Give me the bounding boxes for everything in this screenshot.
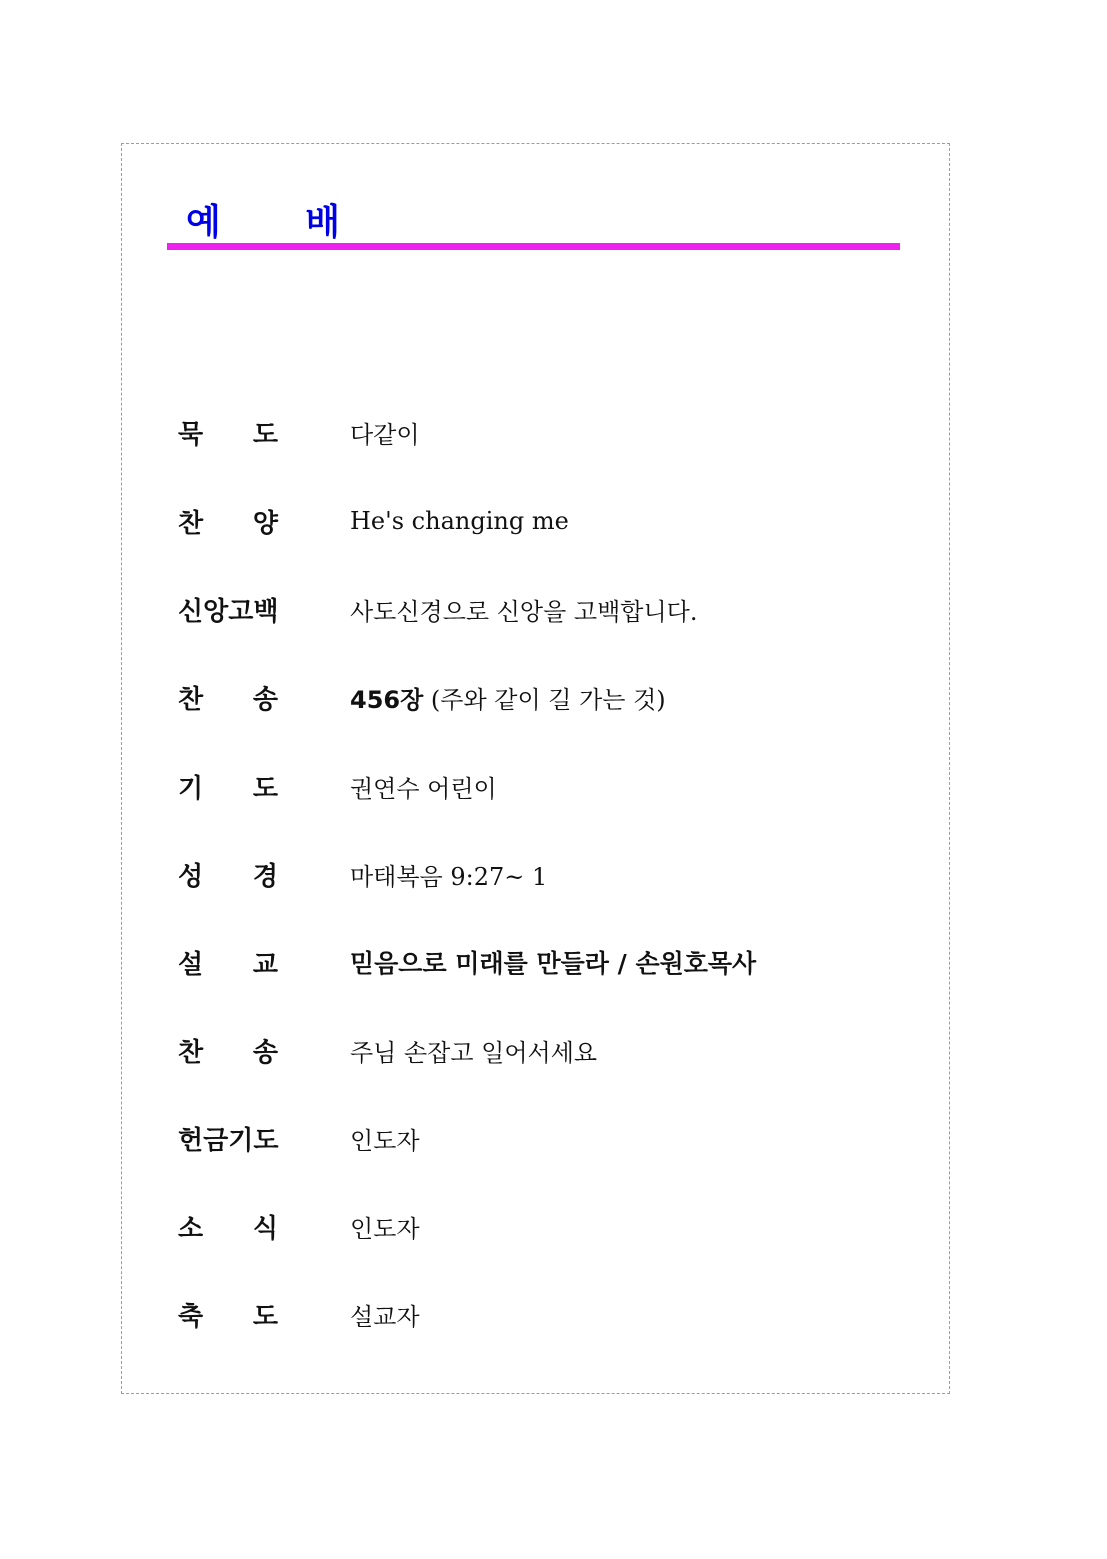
order-label-char: 설: [178, 949, 204, 980]
order-label: [178, 679, 350, 716]
order-value: 인도자: [350, 1126, 420, 1155]
order-label-char: 소: [178, 1213, 204, 1244]
order-item-confession-of-faith: [178, 589, 697, 629]
order-value: 다같이: [350, 420, 420, 449]
order-label: 신앙고백: [178, 596, 279, 627]
order-value: 주님 손잡고 일어서세요: [350, 1038, 598, 1067]
order-label: [178, 856, 350, 893]
order-label-char: 기: [178, 773, 204, 804]
order-value: 설교자: [350, 1302, 420, 1331]
order-value: 사도신경으로 신앙을 고백합니다.: [350, 597, 698, 626]
order-label-char: 식: [252, 1213, 278, 1244]
order-value: He's changing me: [350, 507, 569, 535]
order-value: 믿음으로 미래를 만들라 / 손원호목사: [350, 949, 757, 978]
order-label: [178, 1208, 350, 1245]
order-item-silent-prayer: [178, 412, 420, 452]
order-item-announcements: [178, 1206, 420, 1246]
page-title: 예 배: [186, 202, 377, 243]
order-value: 마태복음 9:27~ 1: [350, 862, 548, 891]
order-label-char: 양: [252, 508, 278, 539]
order-label-char: 도: [252, 1301, 278, 1332]
hymn-number: 456장: [350, 685, 424, 714]
order-label-char: 찬: [178, 684, 204, 715]
order-label-char: 송: [252, 1037, 278, 1068]
order-label-char: 묵: [178, 419, 204, 450]
order-label-char: 도: [252, 773, 278, 804]
order-item-hymn-2: [178, 1030, 597, 1070]
order-item-scripture: [178, 854, 547, 894]
order-label: [178, 944, 350, 981]
order-label: [178, 503, 350, 540]
order-value: 인도자: [350, 1214, 420, 1243]
order-item-praise: [178, 501, 569, 541]
order-label-char: 찬: [178, 508, 204, 539]
order-item-prayer: [178, 766, 497, 806]
order-value: [350, 680, 666, 715]
order-label: 헌금기도: [178, 1125, 279, 1156]
order-label: [178, 414, 350, 451]
order-label: [178, 1296, 350, 1333]
order-label-char: 경: [252, 861, 278, 892]
order-label: [178, 768, 350, 805]
order-value: 권연수 어린이: [350, 774, 497, 803]
order-item-hymn-1: [178, 677, 666, 717]
order-label-char: 도: [252, 419, 278, 450]
order-label-char: 성: [178, 861, 204, 892]
order-item-sermon: [178, 942, 756, 982]
order-label: [178, 1032, 350, 1069]
order-label-char: 축: [178, 1301, 204, 1332]
order-label-char: 찬: [178, 1037, 204, 1068]
order-label-char: 송: [252, 684, 278, 715]
order-item-benediction: [178, 1294, 420, 1334]
order-item-offering-prayer: [178, 1118, 420, 1158]
hymn-title: (주와 같이 길 가는 것): [423, 685, 666, 714]
order-label-char: 교: [252, 949, 278, 980]
